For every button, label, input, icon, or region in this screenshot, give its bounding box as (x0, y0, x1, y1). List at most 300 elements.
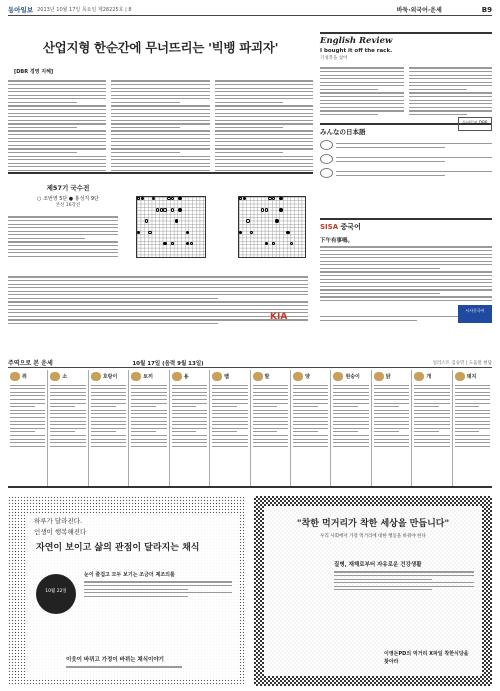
text-line (50, 403, 85, 404)
text-line (172, 385, 207, 386)
text-line (374, 395, 409, 396)
text-line (172, 406, 197, 407)
text-line (111, 159, 209, 160)
text-line (212, 428, 247, 429)
text-line (111, 152, 180, 153)
text-line (414, 442, 449, 443)
text-line (374, 446, 409, 447)
text-line (374, 410, 409, 411)
text-line (91, 385, 126, 386)
text-line (111, 170, 209, 171)
text-line (212, 388, 247, 389)
sign-header (455, 370, 490, 382)
sign-header (212, 370, 247, 382)
sign-name: 말 (264, 373, 270, 380)
sign-name: 개 (426, 373, 432, 380)
text-line (111, 148, 209, 149)
text-line (8, 305, 308, 306)
zodiac-animal-icon (455, 372, 465, 381)
text-line (414, 435, 449, 436)
text-line (8, 145, 106, 146)
text-line (8, 148, 106, 149)
text-line (374, 428, 409, 429)
text-line (50, 392, 85, 393)
zodiac-animal-icon (212, 372, 222, 381)
food-book-ad (254, 496, 492, 686)
text-line (374, 406, 399, 407)
text-line (320, 78, 404, 79)
text-line (8, 159, 106, 160)
sign-name: 쥐 (22, 373, 27, 380)
text-line (215, 159, 313, 160)
text-line (253, 392, 288, 393)
text-line (172, 439, 207, 440)
black-stone (286, 231, 289, 234)
sign-header (293, 370, 328, 382)
text-line (333, 424, 368, 425)
japanese-body (320, 140, 492, 178)
baduk-round: 본선 16강전 (55, 203, 81, 208)
text-line (374, 417, 409, 418)
sign-name: 원숭이 (345, 373, 360, 380)
text-line (212, 403, 247, 404)
text-line (8, 156, 106, 157)
text-line (409, 89, 467, 90)
text-line (8, 98, 106, 99)
text-line (91, 406, 116, 407)
text-line (212, 399, 247, 400)
text-line (374, 392, 409, 393)
black-stone (175, 219, 178, 222)
text-line (409, 85, 493, 86)
text-line (455, 406, 480, 407)
text-line (409, 100, 493, 101)
text-line (8, 287, 308, 288)
text-line (131, 395, 166, 396)
text-line (8, 291, 308, 292)
baduk-column (8, 172, 313, 355)
text-line (320, 92, 404, 93)
text-line (374, 442, 409, 443)
text-line (409, 92, 493, 93)
text-line (131, 388, 166, 389)
text-line (414, 392, 449, 393)
text-line (320, 271, 492, 272)
sign-name: 돼지 (466, 373, 477, 380)
text-line (455, 392, 490, 393)
article-headline: 산업지형 한순간에 무너뜨리는 '빅뱅 파괴자' (42, 40, 279, 55)
text-line (320, 264, 492, 265)
text-line (131, 399, 166, 400)
text-line (215, 91, 313, 92)
text-line (111, 95, 209, 96)
text-line (320, 96, 404, 97)
sign-name: 소 (62, 373, 68, 380)
horoscope-sign (453, 370, 492, 486)
page-header (8, 4, 492, 16)
text-line (320, 268, 440, 269)
text-line (172, 410, 207, 411)
text-line (293, 392, 328, 393)
text-line (10, 442, 45, 443)
text-line (10, 417, 45, 418)
text-line (8, 312, 308, 313)
text-line (414, 388, 449, 389)
zodiac-animal-icon (374, 372, 384, 381)
zodiac-animal-icon (333, 372, 343, 381)
text-line (111, 127, 180, 128)
text-line (91, 431, 116, 432)
text-line (293, 442, 328, 443)
text-line (333, 406, 358, 407)
text-line (414, 421, 449, 422)
text-line (253, 442, 288, 443)
text-line (253, 395, 288, 396)
text-line (8, 224, 118, 225)
article-deck: [DBR 경영 지혜] (14, 69, 54, 75)
text-line (131, 413, 166, 414)
text-line (455, 442, 490, 443)
text-line (320, 100, 404, 101)
publisher-badge: 시사중국어 (458, 305, 492, 323)
main-article (8, 20, 313, 172)
text-line (91, 399, 126, 400)
vegetarian-book-ad (8, 496, 246, 686)
text-line (215, 134, 313, 135)
newspaper-logo: 동아일보 (8, 6, 34, 14)
english-column (409, 65, 493, 117)
text-line (414, 385, 449, 386)
text-line (293, 413, 328, 414)
sign-header (91, 370, 126, 382)
text-line (10, 431, 35, 432)
text-line (293, 403, 328, 404)
horoscope-grid (8, 370, 492, 488)
text-line (172, 428, 207, 429)
text-line (8, 80, 106, 81)
text-line (50, 385, 85, 386)
text-line (320, 286, 492, 287)
text-line (10, 439, 45, 440)
text-line (293, 406, 318, 407)
text-line (172, 413, 207, 414)
text-line (215, 163, 313, 164)
white-stone (250, 231, 253, 234)
zodiac-animal-icon (50, 372, 60, 381)
text-line (215, 80, 313, 81)
text-line (8, 231, 118, 232)
text-line (215, 84, 313, 85)
text-line (414, 446, 449, 447)
text-line (414, 413, 449, 414)
text-line (8, 276, 308, 277)
japanese-row (320, 154, 492, 164)
white-stone (145, 219, 148, 222)
ad-date-badge: 10월 22일 (36, 574, 76, 614)
text-line (253, 403, 288, 404)
text-line (212, 442, 247, 443)
text-line (172, 435, 207, 436)
text-line (414, 406, 439, 407)
text-line (10, 388, 45, 389)
ad-headline: "착한 먹거리가 착한 세상을 만듭니다" (296, 519, 450, 529)
text-line (215, 145, 313, 146)
text-line (10, 399, 45, 400)
text-line (333, 435, 368, 436)
text-line (8, 95, 106, 96)
text-line (8, 134, 106, 135)
text-line (131, 385, 166, 386)
black-stone (141, 197, 144, 200)
baduk-title: 제57기 국수전 (46, 184, 90, 192)
white-stone (261, 208, 264, 211)
text-line (374, 421, 409, 422)
horoscope-sign (412, 370, 452, 486)
text-line (91, 446, 126, 447)
text-line (293, 435, 328, 436)
text-line (333, 388, 368, 389)
text-line (215, 109, 313, 110)
white-stone (239, 197, 242, 200)
text-line (253, 385, 288, 386)
text-line (131, 435, 166, 436)
text-line (8, 245, 118, 246)
text-line (8, 298, 218, 299)
text-line (455, 385, 490, 386)
text-line (10, 403, 45, 404)
horoscope-date: 10월 17일 (음력 9월 13일) (132, 360, 204, 367)
text-line (8, 84, 106, 85)
text-line (374, 388, 409, 389)
text-line (212, 431, 237, 432)
text-line (8, 216, 118, 217)
english-review-badge: 동아일보 DBR (458, 117, 492, 131)
text-line (333, 431, 358, 432)
text-line (172, 395, 207, 396)
ad-footer: 이영돈PD의 먹거리 X파일 착한식당을 찾아라 (384, 651, 469, 665)
text-line (333, 446, 368, 447)
text-line (8, 238, 85, 239)
text-line (111, 166, 209, 167)
text-line (215, 102, 284, 103)
text-line (111, 105, 209, 106)
text-line (215, 95, 313, 96)
text-line (333, 417, 368, 418)
text-line (50, 399, 85, 400)
horoscope-sign (331, 370, 371, 486)
text-line (320, 82, 404, 83)
text-line (131, 403, 166, 404)
text-line (253, 413, 288, 414)
text-line (320, 296, 492, 297)
text-line (320, 254, 492, 255)
text-line (212, 446, 247, 447)
horoscope-sign (170, 370, 210, 486)
horoscope-sign (89, 370, 129, 486)
text-line (409, 78, 493, 79)
text-line (215, 141, 313, 142)
text-line (111, 98, 209, 99)
text-line (131, 442, 166, 443)
text-line (212, 421, 247, 422)
sign-name: 용 (183, 373, 189, 380)
text-line (293, 431, 318, 432)
chinese-lesson-footer (320, 305, 492, 323)
horoscope-sign (48, 370, 88, 486)
black-stone (243, 197, 246, 200)
white-stone (272, 197, 275, 200)
text-line (455, 435, 490, 436)
text-line (212, 424, 247, 425)
text-line (293, 399, 328, 400)
text-line (212, 406, 237, 407)
text-line (131, 417, 166, 418)
horoscope-sign (251, 370, 291, 486)
text-line (131, 428, 166, 429)
zodiac-animal-icon (91, 372, 101, 381)
text-line (50, 439, 85, 440)
text-line (253, 446, 288, 447)
text-line (455, 428, 490, 429)
text-line (253, 406, 278, 407)
text-line (293, 395, 328, 396)
text-line (8, 256, 118, 257)
article-column (111, 78, 209, 173)
sign-header (172, 370, 207, 382)
text-line (8, 88, 106, 89)
sign-header (50, 370, 85, 382)
text-line (320, 279, 492, 280)
black-stone (152, 197, 155, 200)
text-line (8, 109, 106, 110)
text-line (320, 246, 492, 247)
text-line (8, 309, 308, 310)
text-line (172, 399, 207, 400)
black-stone (279, 208, 282, 211)
text-line (333, 385, 368, 386)
text-line (293, 424, 328, 425)
text-line (414, 395, 449, 396)
text-line (409, 110, 493, 111)
text-line (253, 428, 288, 429)
text-line (333, 428, 368, 429)
text-line (374, 431, 399, 432)
text-line (455, 431, 480, 432)
sponsor-logo: KIA (270, 312, 288, 322)
zodiac-animal-icon (10, 372, 20, 381)
white-stone (265, 208, 268, 211)
text-line (10, 406, 35, 407)
text-line (91, 435, 126, 436)
japanese-title: みんなの日本語 (320, 123, 492, 136)
chinese-lesson-body (320, 246, 492, 301)
sign-header (10, 370, 45, 382)
text-line (374, 385, 409, 386)
text-line (8, 152, 77, 153)
text-line (10, 392, 45, 393)
text-line (172, 417, 207, 418)
black-stone (178, 208, 181, 211)
text-line (172, 431, 197, 432)
text-line (131, 406, 156, 407)
text-line (320, 282, 492, 283)
text-line (414, 410, 449, 411)
text-line (414, 417, 449, 418)
text-line (215, 88, 313, 89)
horoscope-header (8, 358, 492, 368)
text-line (8, 141, 106, 142)
text-line (8, 316, 308, 317)
zodiac-animal-icon (293, 372, 303, 381)
horoscope-sign (8, 370, 48, 486)
article-body (8, 78, 313, 173)
text-line (8, 249, 118, 250)
text-line (111, 80, 209, 81)
ad-content (264, 506, 482, 676)
text-line (409, 103, 493, 104)
text-line (172, 392, 207, 393)
japanese-row (320, 140, 492, 150)
sign-header (131, 370, 166, 382)
text-line (8, 102, 77, 103)
text-line (414, 399, 449, 400)
text-line (111, 130, 209, 131)
text-line (293, 385, 328, 386)
text-line (455, 403, 490, 404)
text-line (111, 84, 209, 85)
text-line (215, 156, 313, 157)
text-line (253, 431, 278, 432)
horoscope-sign (129, 370, 169, 486)
text-line (212, 395, 247, 396)
text-line (215, 105, 313, 106)
text-line (320, 275, 492, 276)
text-line (215, 148, 313, 149)
text-line (131, 421, 166, 422)
text-line (212, 385, 247, 386)
text-line (212, 439, 247, 440)
text-line (320, 103, 404, 104)
text-line (91, 410, 126, 411)
text-line (8, 105, 106, 106)
text-line (111, 109, 209, 110)
text-line (8, 227, 118, 228)
text-line (333, 395, 368, 396)
horoscope-credit: 일러스트 김승민 | 도움말 현담 (432, 360, 492, 366)
text-line (8, 280, 308, 281)
black-stone (279, 197, 282, 200)
text-line (172, 446, 207, 447)
text-line (409, 114, 467, 115)
text-line (333, 439, 368, 440)
text-line (374, 439, 409, 440)
text-line (111, 138, 209, 139)
ad-tagline: 인생이 행복해진다 (34, 528, 87, 536)
text-line (8, 123, 106, 124)
sign-header (333, 370, 368, 382)
text-line (455, 439, 490, 440)
text-line (215, 130, 313, 131)
text-line (91, 395, 126, 396)
text-line (50, 395, 85, 396)
black-stone (265, 242, 268, 245)
text-line (10, 446, 45, 447)
speech-bubble-icon (320, 140, 333, 150)
text-line (10, 395, 45, 396)
text-line (293, 421, 328, 422)
text-line (50, 406, 75, 407)
baduk-commentary (8, 214, 118, 259)
